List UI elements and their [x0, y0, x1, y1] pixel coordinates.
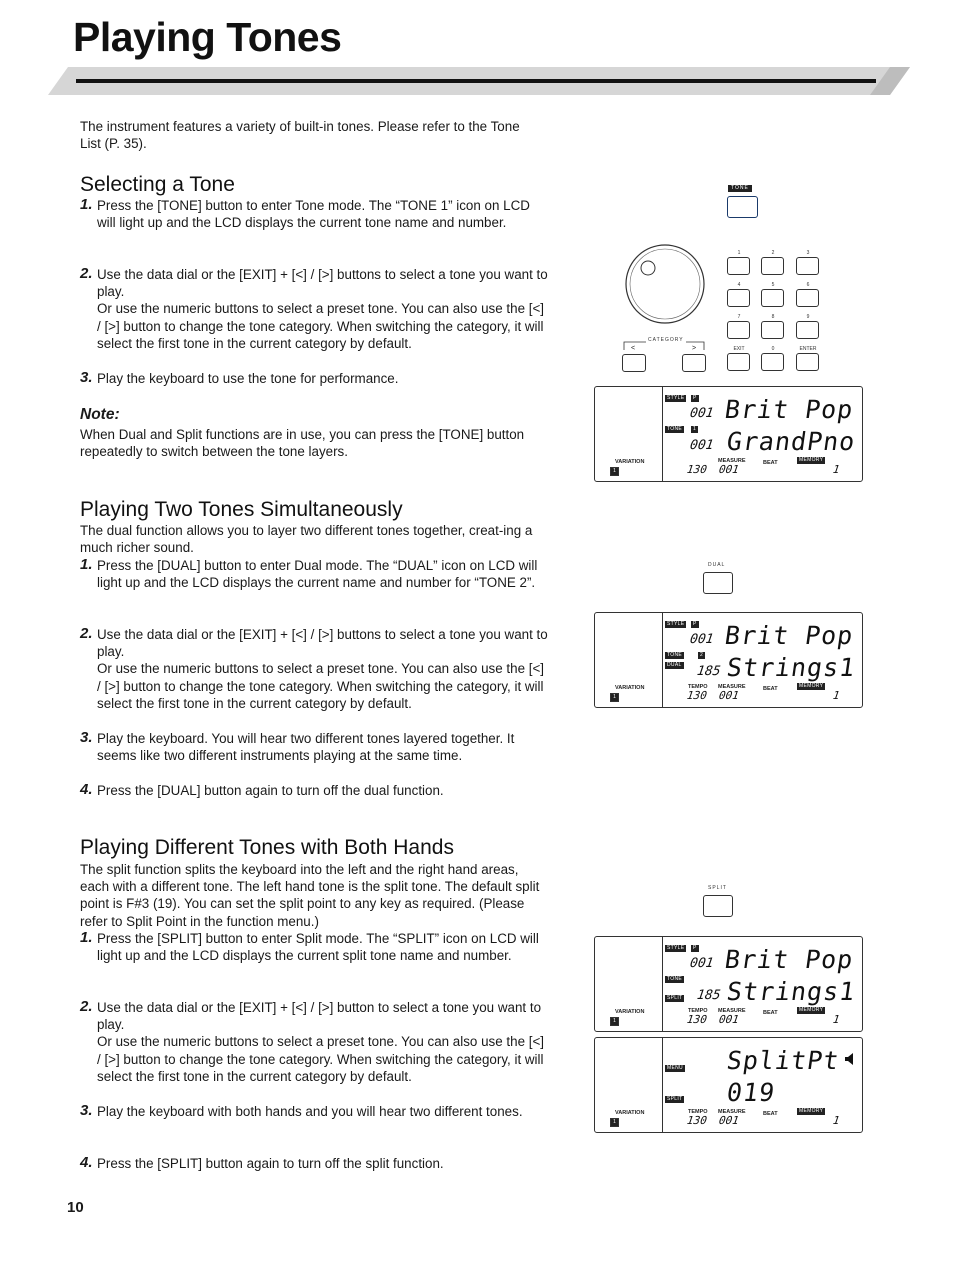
exit-button[interactable]: [727, 353, 750, 371]
numeric-button-4[interactable]: [727, 289, 750, 307]
step-item: [80, 626, 550, 712]
step-item: [80, 782, 550, 799]
dual-button[interactable]: [703, 572, 733, 594]
measure-value: 001: [718, 1013, 740, 1026]
variation-label: VARIATION: [615, 1009, 645, 1015]
section-heading-selecting-tone: Selecting a Tone: [80, 173, 235, 196]
numeric-button-8[interactable]: [761, 321, 784, 339]
tone-tag: TONE: [667, 426, 682, 432]
tone-name: Strings1: [724, 977, 858, 1006]
tempo-value: 130: [686, 463, 708, 476]
step-number: 1.: [80, 929, 93, 946]
key-label: EXIT: [733, 346, 745, 352]
p-tag: P: [693, 621, 697, 627]
key-label: 2: [771, 250, 775, 256]
section-heading-two-tones: Playing Two Tones Simultaneously: [80, 498, 403, 521]
step-item: [80, 370, 550, 387]
numeric-button-3[interactable]: [796, 257, 819, 275]
memory-tag: MEMORY: [799, 683, 824, 689]
enter-button[interactable]: [796, 353, 819, 371]
lcd-display-tone: [594, 386, 863, 482]
intro-text: The instrument features a variety of built-in tones. Please refer to the Tone List (P. 35).: [80, 119, 520, 152]
numeric-button-2[interactable]: [761, 257, 784, 275]
variation-label: VARIATION: [615, 685, 645, 691]
variation-number: 1: [610, 1118, 619, 1127]
memory-value: 1: [832, 463, 841, 476]
step-text: Press the [TONE] button to enter Tone mode. The “TONE 1” icon on LCD will light up and the LCD displays the current tone name and number.: [97, 198, 530, 231]
measure-value: 001: [718, 1114, 740, 1127]
measure-label: MEASURE: [718, 1109, 746, 1115]
step-item: [80, 1103, 550, 1120]
memory-value: 1: [832, 689, 841, 702]
style-name: Brit Pop: [722, 395, 856, 424]
step-number: 3.: [80, 729, 93, 746]
step-number: 2.: [80, 625, 93, 642]
tone-number: 001: [688, 438, 715, 453]
style-tag: STYLE: [667, 621, 685, 627]
category-next-button[interactable]: [682, 354, 706, 372]
key-label: 8: [771, 314, 775, 320]
variation-label: VARIATION: [615, 459, 645, 465]
variation-number: 1: [610, 693, 619, 702]
style-tag: STYLE: [667, 945, 685, 951]
step-number: 4.: [80, 781, 93, 798]
key-label: 3: [806, 250, 810, 256]
key-label: 0: [771, 346, 775, 352]
step-text: Press the [DUAL] button again to turn off the dual function.: [97, 783, 444, 798]
step-text: Press the [SPLIT] button again to turn off the split function.: [97, 1156, 444, 1171]
numeric-button-5[interactable]: [761, 289, 784, 307]
step-text: Use the data dial or the [EXIT] + [<] / [>] buttons to select a tone you want to play.: [97, 627, 548, 660]
step-item: [80, 999, 550, 1085]
variation-number: 1: [610, 467, 619, 476]
beat-label: BEAT: [763, 460, 778, 466]
measure-label: MEASURE: [718, 684, 746, 690]
category-prev-button[interactable]: [622, 354, 646, 372]
beat-label: BEAT: [763, 1111, 778, 1117]
page-number: 10: [67, 1199, 84, 1216]
memory-tag: MEMORY: [799, 1007, 824, 1013]
measure-value: 001: [718, 463, 740, 476]
step-text: Play the keyboard to use the tone for performance.: [97, 371, 399, 386]
dual-button-label: DUAL: [708, 562, 726, 568]
lcd-display-split: [594, 936, 863, 1032]
key-label: 7: [737, 314, 741, 320]
step-item: [80, 557, 550, 591]
category-label: CATEGORY: [648, 337, 684, 343]
step-number: 2.: [80, 998, 93, 1015]
step-number: 4.: [80, 1154, 93, 1171]
step-text: Use the data dial or the [EXIT] + [<] / [>] buttons to select a tone you want to play.: [97, 267, 548, 300]
key-label: 1: [737, 250, 741, 256]
lcd-display-dual: [594, 612, 863, 708]
tone-number-badge: 1: [693, 426, 697, 432]
step-number: 2.: [80, 265, 93, 282]
step-number: 1.: [80, 196, 93, 213]
measure-label: MEASURE: [718, 1008, 746, 1014]
numeric-button-6[interactable]: [796, 289, 819, 307]
tempo-label: TEMPO: [688, 1109, 708, 1115]
measure-value: 001: [718, 689, 740, 702]
step-text-continued: Or use the numeric buttons to select a preset tone. You can also use the [<] / [>] button to change the tone category. When switching the category, it will select the first tone in the current category by default.: [97, 661, 545, 711]
style-name: Brit Pop: [722, 621, 856, 650]
key-label: 4: [737, 282, 741, 288]
tone-number-badge: 2: [700, 652, 704, 658]
step-number: 3.: [80, 1102, 93, 1119]
split-point-value: 019: [724, 1078, 778, 1107]
variation-label: VARIATION: [615, 1110, 645, 1116]
lcd-display-split-point: [594, 1037, 863, 1133]
numeric-button-7[interactable]: [727, 321, 750, 339]
menu-item-name: SplitPt: [724, 1046, 842, 1075]
note-label: Note:: [80, 406, 120, 423]
style-number: 001: [688, 956, 715, 971]
numeric-button-0[interactable]: [761, 353, 784, 371]
section-intro: The split function splits the keyboard into the left and the right hand areas, each with a different tone. The left hand tone is the split tone. The default split point is F#3 (19). You can set the split point to any key as required. (Please refer to Split Point in the function menu.): [80, 862, 540, 929]
step-text: Press the [DUAL] button to enter Dual mode. The “DUAL” icon on LCD will light up and the LCD displays the current name and number for “TONE 2”.: [97, 558, 538, 591]
key-label: ENTER: [799, 346, 817, 352]
speaker-icon: [845, 1053, 855, 1065]
title-banner: [48, 67, 910, 95]
measure-label: MEASURE: [718, 458, 746, 464]
step-item: [80, 730, 550, 764]
tone-button-label: TONE: [728, 185, 752, 192]
tone-name: GrandPno: [724, 427, 858, 456]
style-number: 001: [688, 406, 715, 421]
tone-tag: TONE: [667, 652, 682, 658]
page-title: Playing Tones: [73, 14, 342, 60]
step-text-continued: Or use the numeric buttons to select a preset tone. You can also use the [<] / [>] button to change the tone category. When switching the category, it will select the first tone in the current category by default.: [97, 301, 545, 351]
menu-tag: MENU: [667, 1065, 683, 1071]
variation-number: 1: [610, 1017, 619, 1026]
split-button[interactable]: [703, 895, 733, 917]
key-label: 9: [806, 314, 810, 320]
tempo-value: 130: [686, 1114, 708, 1127]
p-tag: P: [693, 945, 697, 951]
numeric-button-1[interactable]: [727, 257, 750, 275]
lcd-divider: [662, 613, 663, 707]
next-label: >: [692, 345, 697, 352]
step-text: Use the data dial or the [EXIT] + [<] / [>] button to select a tone you want to play.: [97, 1000, 542, 1033]
step-text: Press the [SPLIT] button to enter Split mode. The “SPLIT” icon on LCD will light up and the LCD displays the current split tone name and number.: [97, 931, 539, 964]
tone-button[interactable]: [727, 196, 758, 218]
lcd-divider: [662, 937, 663, 1031]
tempo-label: TEMPO: [688, 684, 708, 690]
memory-tag: MEMORY: [799, 1108, 824, 1114]
tempo-value: 130: [686, 1013, 708, 1026]
step-text-continued: Or use the numeric buttons to select a preset tone. You can also use the [<] / [>] button to change the tone category. When switching the category, it will select the first tone in the current category by default.: [97, 1034, 545, 1084]
note-text: When Dual and Split functions are in use, you can press the [TONE] button repeatedly to switch between the tone layers.: [80, 427, 525, 460]
dual-tag: DUAL: [667, 662, 682, 668]
step-text: Play the keyboard with both hands and you will hear two different tones.: [97, 1104, 523, 1119]
memory-value: 1: [832, 1114, 841, 1127]
split-tag: SPLIT: [667, 995, 683, 1001]
style-tag: STYLE: [667, 395, 685, 401]
step-item: [80, 930, 550, 964]
step-item: [80, 197, 550, 231]
split-button-label: SPLIT: [708, 885, 727, 891]
tone-tag: TONE: [667, 976, 682, 982]
step-item: [80, 266, 550, 352]
style-name: Brit Pop: [722, 945, 856, 974]
section-intro: The dual function allows you to layer two different tones together, creat-ing a much richer sound.: [80, 523, 533, 556]
prev-label: <: [631, 345, 636, 352]
tempo-value: 130: [686, 689, 708, 702]
p-tag: P: [693, 395, 697, 401]
step-item: [80, 1155, 550, 1172]
tone-number: 185: [695, 664, 722, 679]
step-number: 3.: [80, 369, 93, 386]
section-heading-both-hands: Playing Different Tones with Both Hands: [80, 836, 454, 859]
key-label: 6: [806, 282, 810, 288]
step-text: Play the keyboard. You will hear two different tones layered together. It seems like two different instruments playing at the same time.: [97, 731, 515, 764]
step-number: 1.: [80, 556, 93, 573]
style-number: 001: [688, 632, 715, 647]
lcd-divider: [662, 1038, 663, 1132]
numeric-button-9[interactable]: [796, 321, 819, 339]
key-label: 5: [771, 282, 775, 288]
memory-tag: MEMORY: [799, 457, 824, 463]
data-dial[interactable]: [624, 243, 706, 325]
beat-label: BEAT: [763, 686, 778, 692]
beat-label: BEAT: [763, 1010, 778, 1016]
tone-name: Strings1: [724, 653, 858, 682]
tone-number: 185: [695, 988, 722, 1003]
memory-value: 1: [832, 1013, 841, 1026]
lcd-divider: [662, 387, 663, 481]
tempo-label: TEMPO: [688, 1008, 708, 1014]
split-tag: SPLIT: [667, 1096, 683, 1102]
